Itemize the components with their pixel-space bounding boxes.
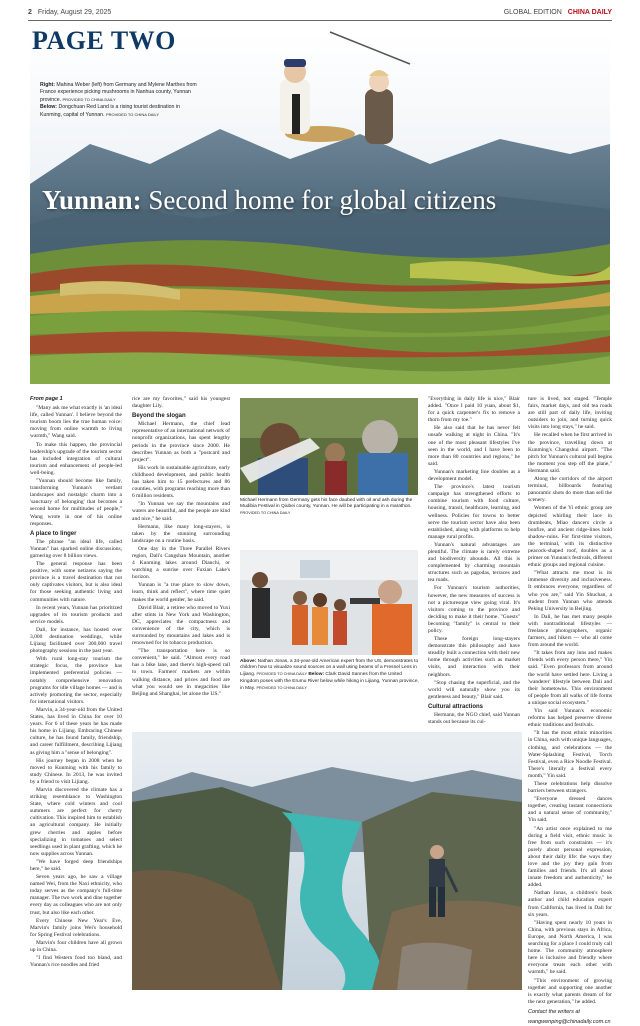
- paragraph: "Many ask me what exactly is 'an ideal life, called Yunnan'. I believe beyond the tourism boom lies the true human voice: moving from online warmth to living warmth," Wang said.: [30, 405, 122, 440]
- subheading-a-place-to-linger: A place to linger: [30, 530, 77, 537]
- festival-photo-caption: [240, 498, 418, 518]
- paragraph: Along the corridors of the airport terminal, billboards featuring panoramic shots do more than sell the scenery.: [528, 476, 612, 504]
- caption-credit-right: PROVIDED TO CHINA DAILY: [62, 97, 116, 102]
- paragraph: Michael Hermann, the chief lead representative of an international network of nonprofit organizations, has spent lengthy periods in the province since 2000. He describes Yunnan as both a "postcard and project".: [132, 421, 230, 463]
- paragraph: David Blair, a retiree who moved to Yuxi after stints in New York and Washington, DC, appreciates the compactness and convenience of the city, which is surrounded by mountains and lakes and is renowned for its tobacco production.: [132, 604, 230, 647]
- paragraph: Marvin, a 34-year-old from the United States, has lived in China for over 10 years. For 6 of these years he has made his home in Lijiang. Embracing Chinese culture, he has found family, friendship, and career fulfillment, describing Lijiang as giving him a "sense of belonging".: [30, 706, 122, 756]
- header-rule: [28, 20, 612, 21]
- paragraph: "We have forged deep friendships here," he said.: [30, 858, 122, 872]
- paragraph: In Dali, he has met many people with nontraditional lifestyles — freelance photographers, organic farmers, and hikers — who all come from around the world.: [528, 613, 612, 649]
- paragraph: In recent years, Yunnan has prioritized upgrades of its tourism products and service models.: [30, 604, 122, 625]
- paragraph: ture is lived, not staged. "Temple fairs, market days, and old tea roads are still part of daily life, inviting outsiders to join, and turning quick visits into long stays," he said.: [528, 396, 612, 431]
- children-demo-illustration: [240, 550, 418, 655]
- children-photo-caption: [240, 659, 420, 692]
- paragraph: Hermann, like many long-stayers, is taken by the stunning surrounding landscape on a routine basis.: [132, 523, 230, 544]
- caption-credit-above: PROVIDED TO CHINA DAILY: [256, 672, 307, 677]
- continued-kicker: From page 1: [30, 396, 63, 402]
- paragraph: Yin said Yunnan's economic reforms has helped preserve diverse ethnic traditions and festivals.: [528, 708, 612, 729]
- page-number: 2: [28, 8, 32, 16]
- paragraph: Marvin discovered the climate has a striking resemblance to Washington State, where cold winters and cool summers are perfect for cherry cultivation. This inspired him to establish an agricultural company. He initially grew cherries and apples before specializing in tomatoes and select seedlings used in plant grafting, which he now supplies across Yunnan.: [30, 786, 122, 857]
- paragraph: "Stop chasing the superficial, and the world will naturally show you its gentleness and beauty," Blair said.: [428, 679, 520, 700]
- paragraph: "Having spent nearly 10 years in China, with previous stays in Africa, Europe, and North America, I was searching for a place I could truly call home. The community atmosphere here is inclusive and friendly where everyone treats each other with warmth," he said.: [528, 919, 612, 976]
- caption-credit-below-2: PROVIDED TO CHINA DAILY: [256, 685, 307, 690]
- paragraph: Every Chinese New Year's Eve, Marvin's family joins Wei's household for Spring Festival celebrations.: [30, 917, 122, 938]
- paragraph: Marvin's four children have all grown up in China.: [30, 939, 122, 954]
- edition-label: GLOBAL EDITION: [503, 8, 562, 16]
- caption-text-right: Mahina Weber (left) from Germany and Mylene Marthes from France experience picking mushrooms in Nanhua county, Yunnan province.: [40, 82, 197, 103]
- subheading-cultural-attractions: Cultural attractions: [428, 703, 484, 710]
- paragraph: The phrase "an ideal life, called Yunnan" has sparked online discussions, garnering over 8 billion views.: [30, 538, 122, 559]
- article-column-2: [132, 396, 230, 726]
- paragraph: Women of the Yi ethnic group are depicted whirling their lace in drumbeats, Miao dancers circle a bonfire, and ancient ridge-lines hold shadow-ruins. For first-time visitors, the terminal, with its distinctive peacock-shaped roof, doubles as a primer on Yunnan's festivals, different ethnic groups and regional cuisine.: [528, 505, 612, 569]
- paragraph: "Everything in daily life is nice," Blair added. "Once I paid 10 yuan, about $1, for a quick carpenter's fix to remove a thorn from my toe.": [428, 396, 520, 424]
- paragraph: "Everyone dressed dances together, creating instant connections and a natural sense of community," Yin said.: [528, 796, 612, 824]
- paragraph: Dali, for instance, has hosted over 3,000 destination weddings, while Lijiang facilitated over 300,000 travel photography sessions in the past year.: [30, 626, 122, 655]
- caption-credit-below: PROVIDED TO CHINA DAILY: [105, 112, 160, 117]
- byline-contact: Contact the writers at: [528, 1008, 580, 1015]
- paragraph: Yunnan's marketing line doubles as a development model.: [428, 468, 520, 483]
- paragraph: "This environment of growing together and supporting one another is exactly what parents dream of for the next generation," he added.: [528, 977, 612, 1005]
- paragraph: These celebrations help dissolve barriers between strangers.: [528, 780, 612, 795]
- festival-photo: [240, 398, 418, 495]
- paragraph: The general response has been positive, with some netizens saying the province is a travel destination that not only captivates visitors, but is also ideal for those seeking authentic living and communities with nature.: [30, 561, 122, 603]
- article-column-4: [528, 396, 612, 1025]
- paragraph: "It takes from any inns and makes friends with every person there," Yin said. "Even professors from around the world have settled here. Living a 'wanderer' lifestyle between Dali and their hometowns. This environment of people from all walks of life forms a unique social ecosystem.": [528, 650, 612, 706]
- paragraph: One day in the Three Parallel Rivers region, Dali's Cangshan Mountain, another 4 Kunming lakes around Dianchi, or watching a sunrise over Fuxian Lake's horizon.: [132, 545, 230, 581]
- river-valley-photo: [132, 732, 522, 990]
- paragraph: "In Yunnan we say the mountains and waters are beautiful, and the people are kind and nice," he said.: [132, 501, 230, 522]
- headline-yunnan: Yunnan:: [42, 185, 142, 215]
- caption-label-above: Above:: [240, 659, 257, 664]
- caption-label-below-2: Below:: [308, 672, 325, 678]
- paragraph: These foreign long-stayers demonstrate this philosophy and have steadily built a connection with their new home through activities such as market visits, and interaction with their neighbors.: [428, 636, 520, 678]
- paragraph: His journey began in 2008 when he moved to Kunming with his family to study Chinese. In 2013, he was invited by a friend to visit Lijiang.: [30, 757, 122, 785]
- caption-label-below: Below:: [40, 104, 58, 110]
- caption-label-right: Right:: [40, 82, 55, 88]
- paragraph: "Yunnan should become like family, transforming Yunnan's verdant landscapes and nostalgic charm into a 'sanctuary of belonging' that becomes a second home for multitudes of people," Wang wrote in one of his online responses.: [30, 478, 122, 527]
- paragraph: "What attracts me most is its immense diversity and inclusiveness. It embraces everyone, regardless of who you are," said Yin Shuchan, a student from Yunnan who attends Peking University in Beijing.: [528, 570, 612, 612]
- paragraph: To make this happen, the provincial leadership's upgrade of the tourism sector has included integration of cultural tourism and enhancement of people-led well-being.: [30, 441, 122, 476]
- caption-text-below-2: Clark David Sannes from the United Kingdom poses with the Erumu River below while hiking in Lijiang, Yunnan province, in May.: [240, 672, 419, 691]
- page-title: PAGE TWO: [32, 26, 176, 55]
- paragraph: Yunnan's natural advantages are plentiful. The climate is rarely extreme and biodiversity abounds. All this is complemented by charming mountain structures such as pagodas, terraces and tea roads.: [428, 541, 520, 584]
- paragraph: rice are my favorites," said his youngest daughter Lily.: [132, 396, 230, 410]
- paper-name: CHINA DAILY: [567, 8, 612, 16]
- article-column-3: [428, 396, 520, 726]
- paragraph: Nathan Jonas, a children's book author and child education expert from California, has lived in Dali for six years.: [528, 890, 612, 918]
- paragraph: Hermann, the NGO chief, said Yunnan stands out because its cul-: [428, 712, 520, 726]
- paragraph: He also said that he has never felt unsafe walking at night in China. "It's one of the most pleasant lifestyles I've seen in the world, and I have been to more than 80 countries and regions," he said.: [428, 425, 520, 467]
- festival-photo-illustration: [240, 398, 418, 495]
- caption-text-above: Nathan Jonas, a 34-year-old American expert from the US, demonstrates to children how to visualize sound sources on a wall using beams of a Fresnel Lens in Lijiang.: [240, 659, 419, 678]
- paragraph: "An artist once explained to me during a field visit, ethnic music is free from such constraints — it's purely about personal expression, about their daily life: the ways they love and the joy they gain from families and friends. It's all about innate freedom and authenticity," he added.: [528, 825, 612, 889]
- headline: [42, 185, 496, 216]
- top-photo-caption: [40, 82, 200, 119]
- paragraph: His work in sustainable agriculture, early childhood development, and public health has taken him to 15 prefectures and 86 counties, with programs reaching more than 6 million residents.: [132, 464, 230, 500]
- subheading-beyond-the-slogan: Beyond the slogan: [132, 413, 186, 420]
- article-column-1: [30, 396, 122, 971]
- paragraph: With rural long-stay tourism the strategic focus, the province has implemented preferential policies — notably comprehensive renovation programs for idle village homes — and is actively promoting the sector, especially for international visitors.: [30, 656, 122, 705]
- paragraph: "I find Western food too bland, and Yunnan's rice noodles and fried: [30, 955, 122, 969]
- paragraph: Yunnan is "a true place to slow down, learn, think and reflect", where time quiet makes the world gentler, he said.: [132, 582, 230, 603]
- paragraph: "The transportation here is so convenient," he said. "Almost every road has a bike lane, and there's high-speed rail to town. Farmers' markets are within walking distance, and prices and food are what you would see in megacities like Beijing and Shanghai, let alone the US.": [132, 648, 230, 697]
- paragraph: The province's latest tourism campaign has strengthened efforts to combine tourism with food culture, housing, transit, healthcare, learning, and wellness. Policies for towns to better serve the tourism sector have also been established, along with platforms to help manage rural profits.: [428, 484, 520, 540]
- issue-date: Friday, August 29, 2025: [37, 8, 112, 16]
- byline-email[interactable]: wangwenping@chinadaily.com.cn: [528, 1018, 611, 1025]
- children-demo-photo: [240, 550, 418, 655]
- paragraph: Seven years ago, he saw a village named Wei, from the Naxi ethnicity, who today serves as the company's full-time manager. The two work and dine together every day as colleagues who are not only trust, but also like each other.: [30, 874, 122, 916]
- caption-text-below: Dongchuan Red Land is a rising tourist destination in Kunming, capital of Yunnan.: [40, 104, 180, 118]
- river-valley-illustration: [132, 732, 522, 990]
- page-header-bar: [28, 6, 612, 18]
- headline-rest: Second home for global citizens: [141, 185, 497, 215]
- paragraph: For Yunnan's tourism authorities, however, the new measures of success is not a picturesque view going viral. It's visitors coming to the province and deciding to make it their home. "Guests" becoming "family" is central to their policy.: [428, 585, 520, 634]
- festival-caption-text: Michael Hermann from Germany gets his face daubed with oil and ash during the Mudibia Festival in Qiubei county, Yunnan. He will be participating in a marathon.: [240, 498, 413, 510]
- paragraph: He recalled when he first arrived in the province, travelling down at Kunming's Changshui airport. "The pitch for Yunnan's cultural pull begins the moment you step off the plane," Hermann said.: [528, 432, 612, 474]
- paragraph: "It has the most ethnic minorities in China, each with unique languages, clothing, and celebrations — the Water-Splashing Festival, Torch Festival, even a Rice Noodle Festival. There's literally a festival every month," Yin said.: [528, 730, 612, 779]
- festival-caption-credit: PROVIDED TO CHINA DAILY: [240, 511, 291, 516]
